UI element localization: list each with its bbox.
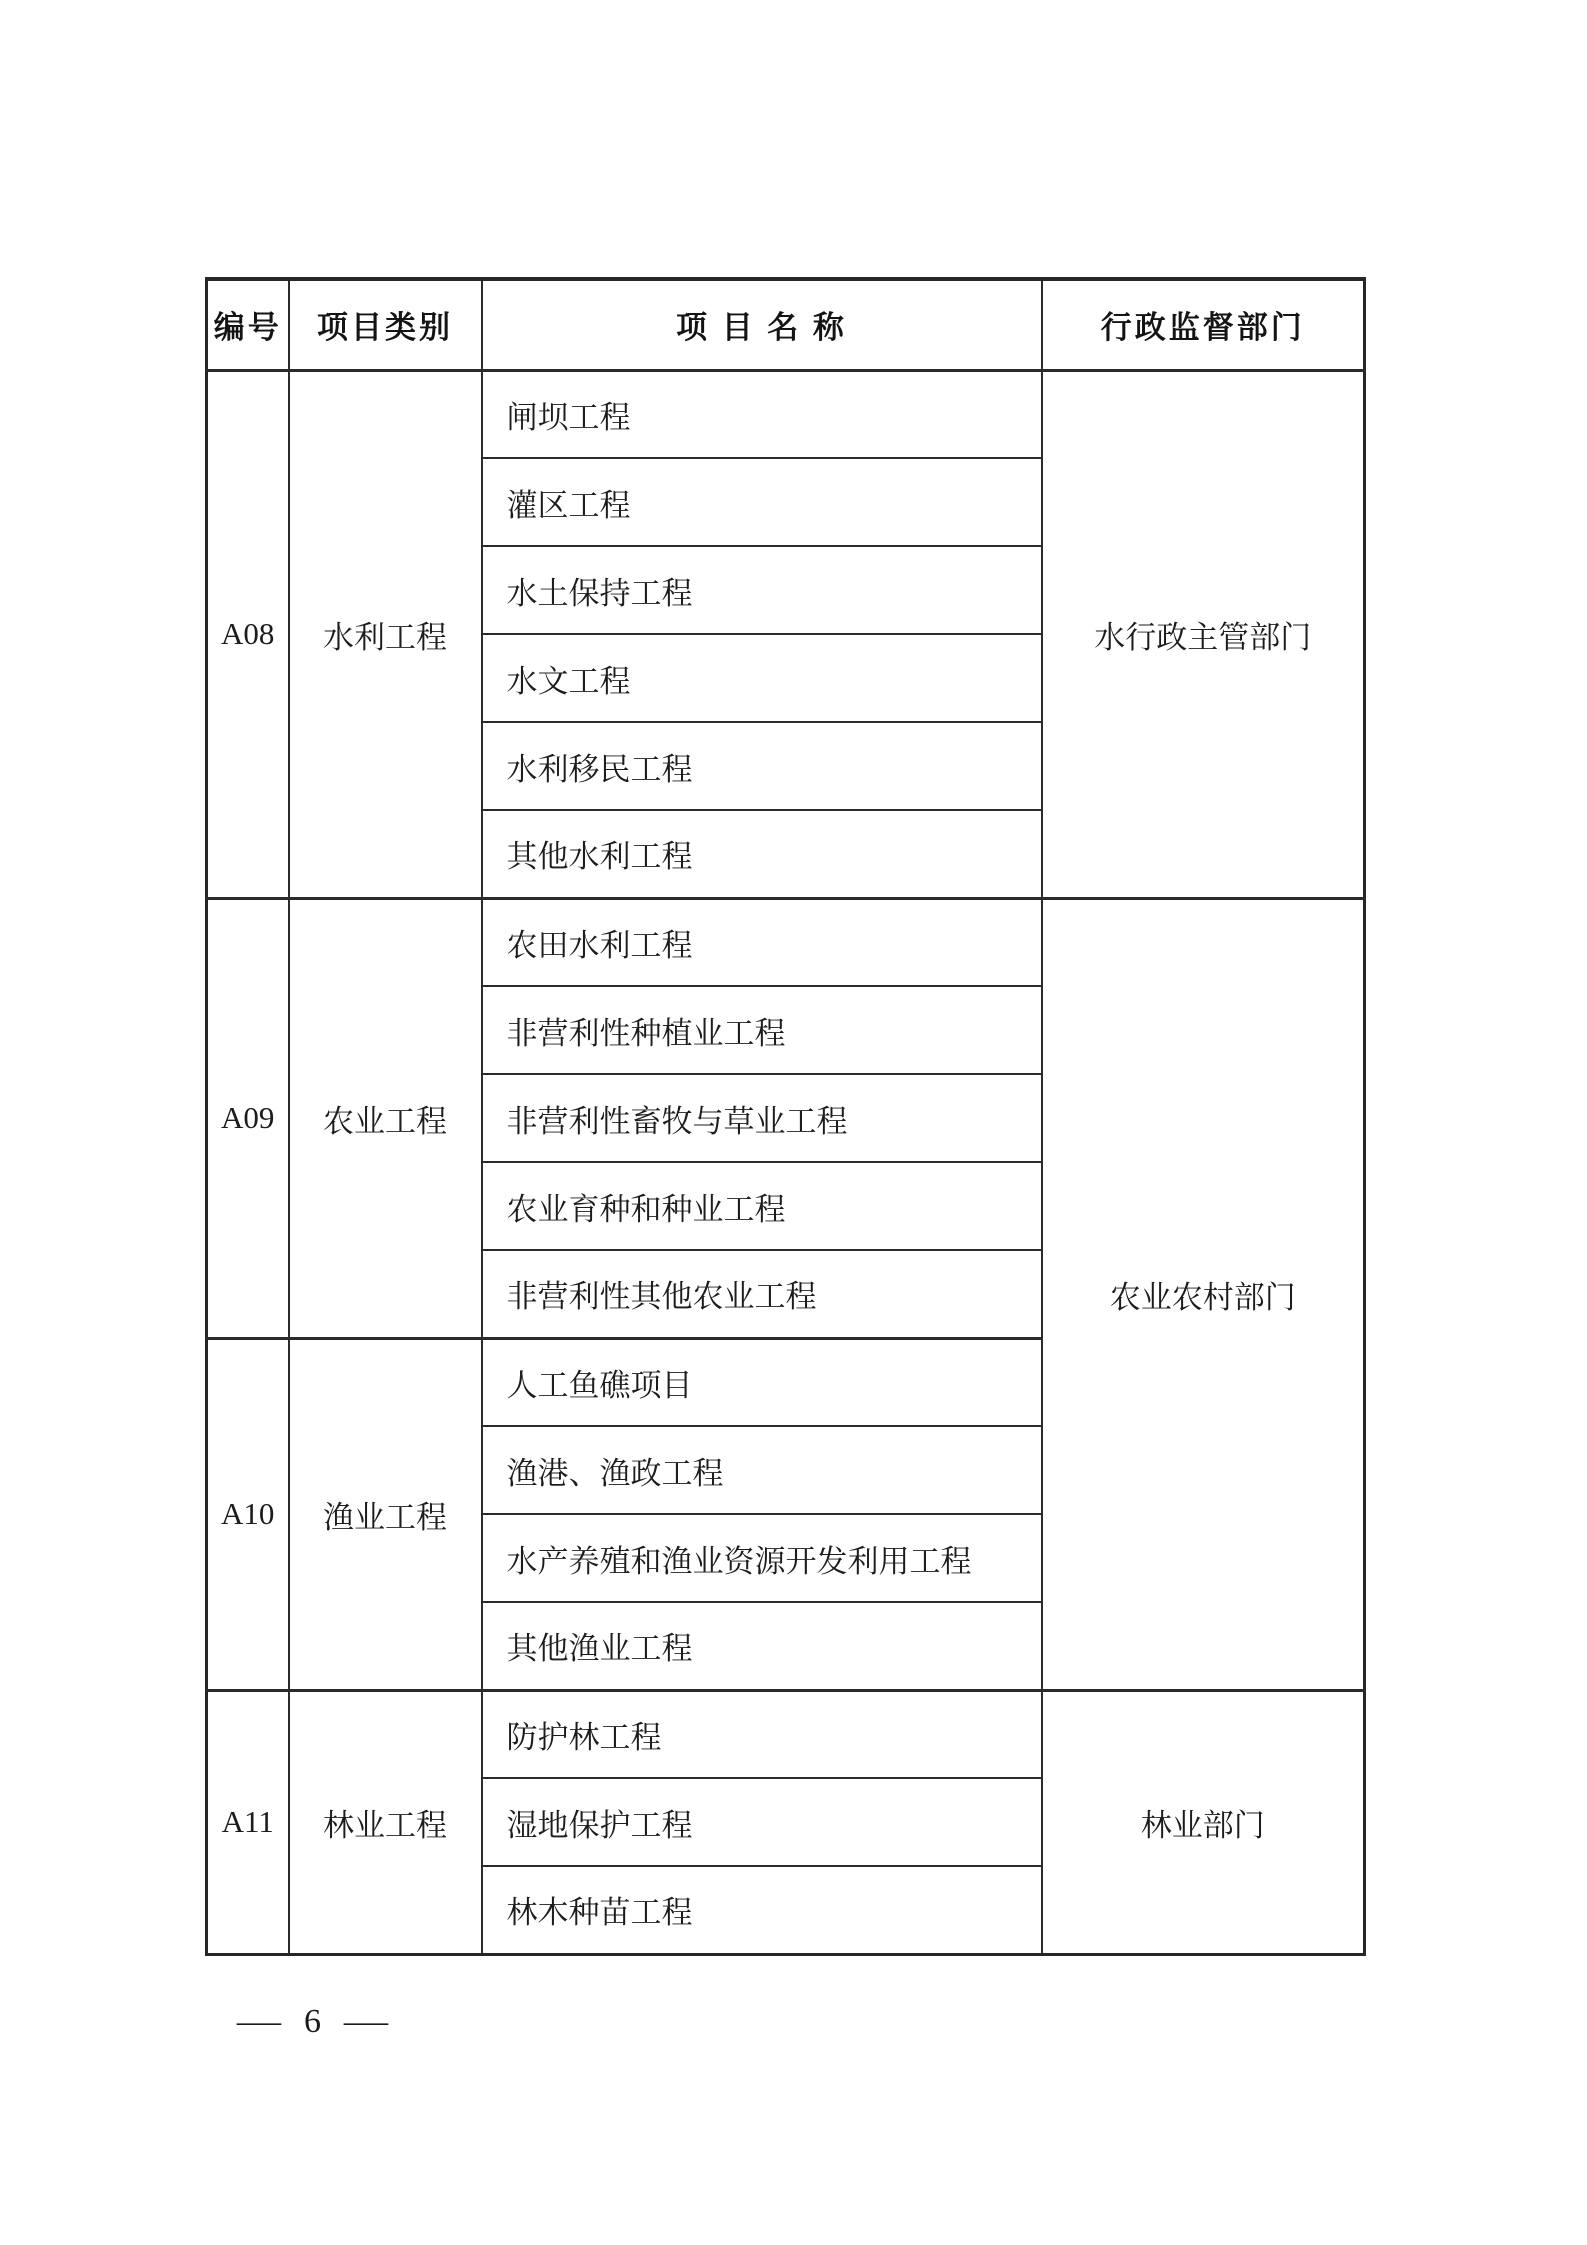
page-number: 6 <box>304 2003 321 2040</box>
cell-item: 水利移民工程 <box>482 722 1042 810</box>
table-row <box>207 898 1365 986</box>
cell-item: 非营利性其他农业工程 <box>482 1250 1042 1338</box>
cell-item: 水土保持工程 <box>482 546 1042 634</box>
cell-item: 水文工程 <box>482 634 1042 722</box>
cell-item: 灌区工程 <box>482 458 1042 546</box>
cell-item: 闸坝工程 <box>482 370 1042 458</box>
cell-item: 湿地保护工程 <box>482 1778 1042 1866</box>
footer-dash-left: — <box>236 2003 282 2040</box>
cell-dept-a09-a10: 农业农村部门 <box>1042 898 1365 1690</box>
cell-code-a10: A10 <box>207 1338 289 1690</box>
page-footer <box>236 2000 389 2044</box>
cell-item: 农田水利工程 <box>482 898 1042 986</box>
footer-dash-right: — <box>343 2003 389 2040</box>
cell-item: 农业育种和种业工程 <box>482 1162 1042 1250</box>
col-header-dept: 行政监督部门 <box>1042 279 1365 370</box>
cell-item: 防护林工程 <box>482 1690 1042 1778</box>
cell-item: 人工鱼礁项目 <box>482 1338 1042 1426</box>
table-row <box>207 1690 1365 1778</box>
cell-category-a09: 农业工程 <box>289 898 482 1338</box>
cell-item: 林木种苗工程 <box>482 1866 1042 1954</box>
cell-item: 其他水利工程 <box>482 810 1042 898</box>
approval-items-table <box>205 277 1366 1956</box>
cell-dept-a11: 林业部门 <box>1042 1690 1365 1954</box>
col-header-category: 项目类别 <box>289 279 482 370</box>
cell-item: 非营利性种植业工程 <box>482 986 1042 1074</box>
cell-code-a09: A09 <box>207 898 289 1338</box>
cell-item: 渔港、渔政工程 <box>482 1426 1042 1514</box>
cell-item: 其他渔业工程 <box>482 1602 1042 1690</box>
table-header-row <box>207 279 1365 370</box>
cell-item: 非营利性畜牧与草业工程 <box>482 1074 1042 1162</box>
cell-category-a08: 水利工程 <box>289 370 482 898</box>
col-header-code: 编号 <box>207 279 289 370</box>
cell-code-a11: A11 <box>207 1690 289 1954</box>
cell-code-a08: A08 <box>207 370 289 898</box>
table-row <box>207 370 1365 458</box>
cell-dept-a08: 水行政主管部门 <box>1042 370 1365 898</box>
col-header-name: 项 目 名 称 <box>482 279 1042 370</box>
cell-item: 水产养殖和渔业资源开发利用工程 <box>482 1514 1042 1602</box>
cell-category-a11: 林业工程 <box>289 1690 482 1954</box>
cell-category-a10: 渔业工程 <box>289 1338 482 1690</box>
